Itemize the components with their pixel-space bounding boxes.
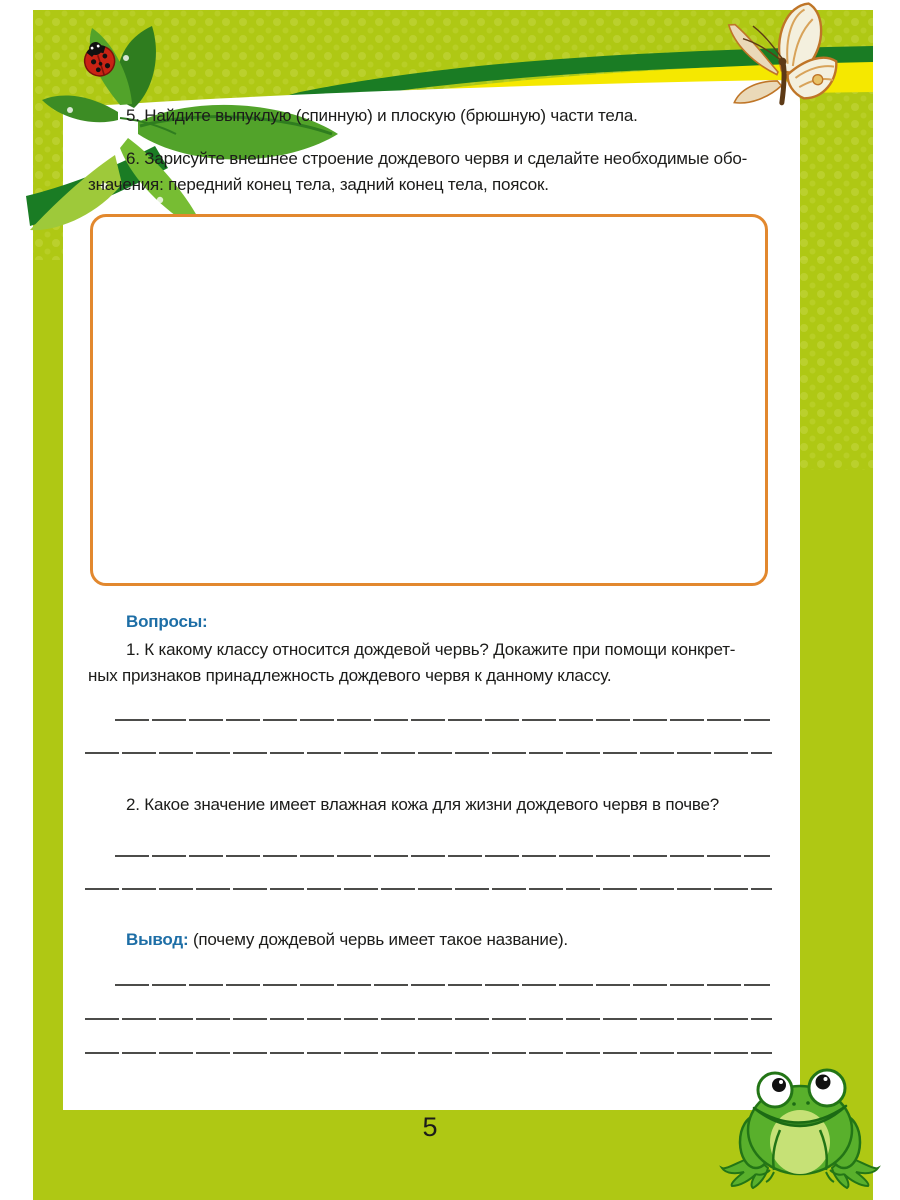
answer-line (85, 1018, 772, 1020)
task-5-text: 5. Найдите выпуклую (спинную) и плоскую (брюшную) части тела. (126, 106, 638, 125)
drawing-area (90, 214, 768, 586)
question-1-line2: ных признаков принадлежность дождевого червя к данному классу. (88, 666, 612, 685)
page-number: 5 (422, 1112, 438, 1142)
task-6-line2: значения: передний конец тела, задний конец тела, поясок. (88, 175, 549, 194)
questions-heading: Вопросы: (126, 612, 208, 631)
conclusion-paragraph (126, 927, 568, 953)
question-1-line1: 1. К какому классу относится дождевой червь? Докажите при помощи конкрет- (126, 640, 736, 659)
answer-line (115, 855, 770, 857)
answer-line (85, 752, 772, 754)
conclusion-text: (почему дождевой червь имеет такое название). (188, 930, 568, 949)
answer-line (115, 984, 770, 986)
conclusion-label: Вывод: (126, 930, 189, 949)
answer-line (85, 888, 772, 890)
answer-line (115, 719, 770, 721)
task-6-line1: 6. Зарисуйте внешнее строение дождевого червя и сделайте необходимые обо- (126, 149, 748, 168)
answer-line (85, 1052, 772, 1054)
question-2-text: 2. Какое значение имеет влажная кожа для жизни дождевого червя в почве? (126, 795, 720, 814)
